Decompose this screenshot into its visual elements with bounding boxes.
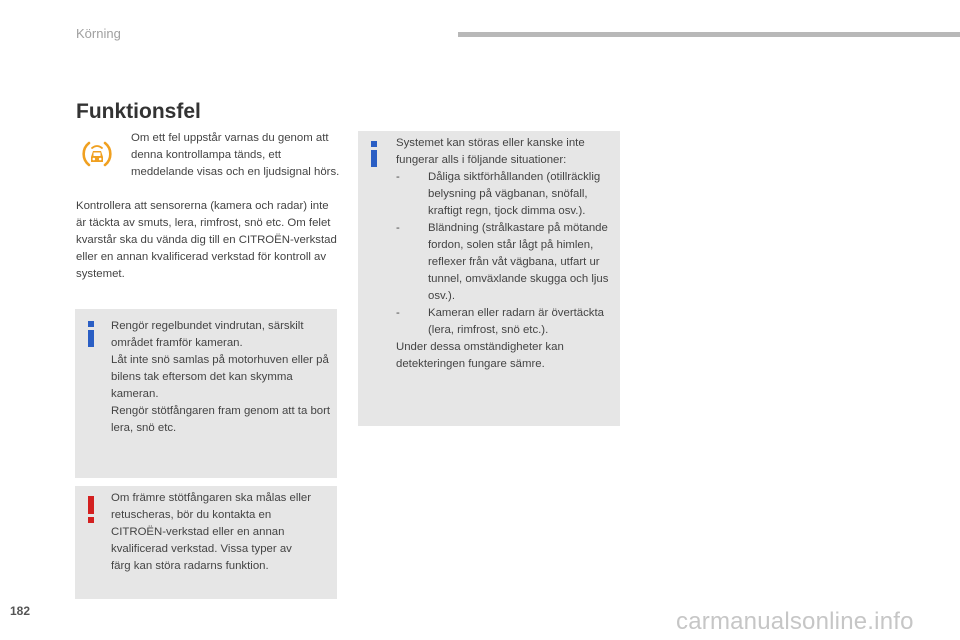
cleaning-info-box [75,309,337,478]
exclamation-icon [86,496,96,524]
list-item: - Kameran eller radarn är övertäckta (lera, rimfrost, snö etc.). [396,307,605,336]
list-item: - Bländning (strålkastare på mötande fordon, solen står lågt på himlen, reflexer från våt vägbana, utfart ur tunnel, omväxlande skugga och ljus osv.). [396,222,609,302]
bumper-warning-box [75,486,337,599]
section-label: Körning [76,26,121,41]
interference-outro: Under dessa omständigheter kan detekteringen fungare sämre. [396,341,564,370]
cleaning-line: Rengör regelbundet vindrutan, särskilt området framför kameran. [111,320,304,349]
list-item: - Dåliga siktförhållanden (otillräcklig belysning på vägbanan, snöfall, kraftigt regn, tjock dimma osv.). [396,171,601,217]
page-title: Funktionsfel [76,100,201,123]
header-rule [458,32,960,37]
info-icon [369,141,379,167]
cleaning-line: Låt inte snö samlas på motorhuven eller på bilens tak eftersom det kan skymma kameran. [111,354,329,400]
interference-intro: Systemet kan störas eller kanske inte fungerar alls i följande situationer: [396,137,585,166]
page-number: 182 [10,604,31,618]
warning-lamp-text: Om ett fel uppstår varnas du genom att denna kontrollampa tänds, ett meddelande visas och en ljudsignal hörs. [131,132,340,178]
interference-list [396,169,614,339]
sensor-check-paragraph: Kontrollera att sensorerna (kamera och radar) inte är täckta av smuts, lera, rimfrost, snö etc. Om felet kvarstår ska du vända dig till en CITROËN-verkstad eller en annan kvalificerad verkstad för kontroll av systemet. [76,200,337,280]
interference-info-box [358,131,620,426]
info-icon [86,321,96,347]
watermark: carmanualsonline.info [676,608,914,635]
bumper-warning-text: Om främre stötfångaren ska målas eller retuscheras, bör du kontakta en CITROËN-verkstad eller en annan kvalificerad verkstad. Vissa typer av färg kan störa radarns funktion. [111,492,312,572]
cleaning-line: Rengör stötfångaren fram genom att ta bort lera, snö etc. [111,405,331,434]
radar-camera-warning-icon [80,137,114,171]
